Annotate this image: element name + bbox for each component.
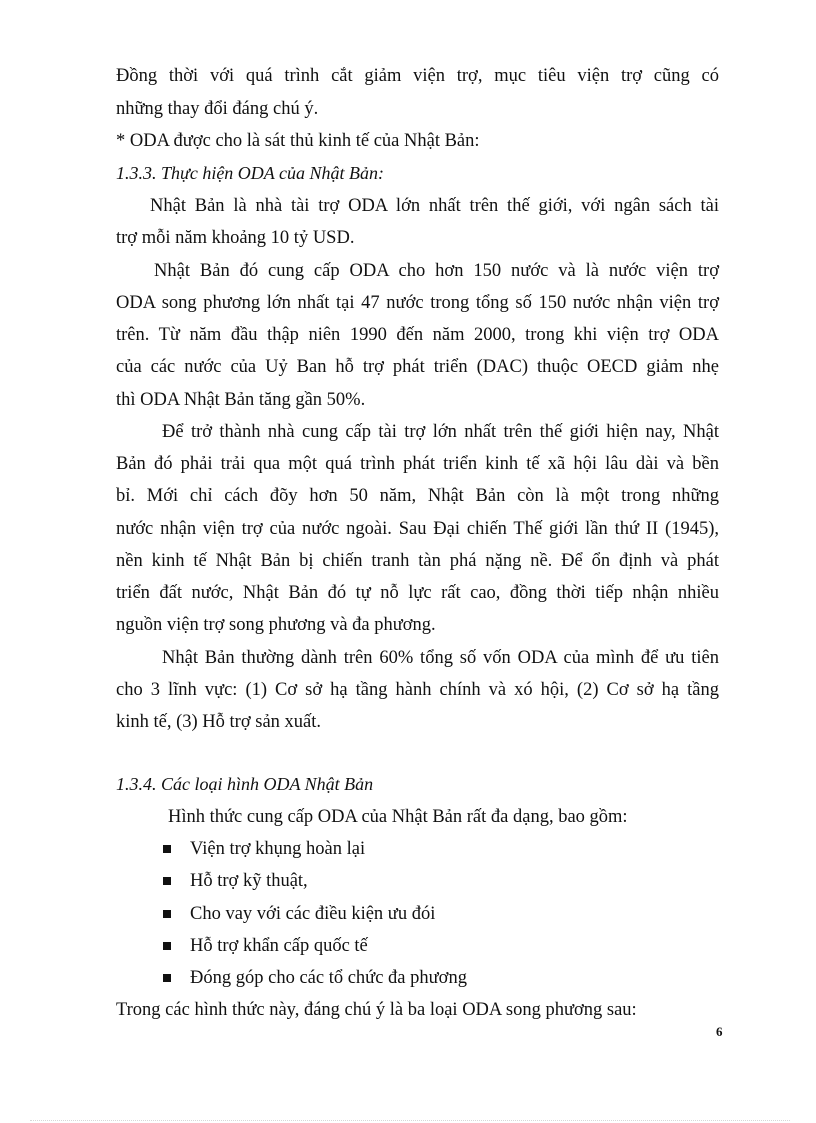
paragraph-line: của các nước của Uỷ Ban hỗ trợ phát triển (DAC) thuộc OECD giảm nhẹ [116,357,719,377]
list-item: Viện trợ khụng hoàn lại [190,839,366,859]
closing-line: Trong các hình thức này, đáng chú ý là ba loại ODA song phương sau: [116,1000,637,1020]
square-bullet-icon [163,974,171,982]
paragraph-line: * ODA được cho là sát thủ kinh tế của Nhật Bản: [116,131,480,151]
paragraph-line: nước nhận viện trợ của nước ngoài. Sau Đại chiến Thế giới lần thứ II (1945), [116,519,719,539]
paragraph-line: cho 3 lĩnh vực: (1) Cơ sở hạ tầng hành chính và xó hội, (2) Cơ sở hạ tầng [116,680,719,700]
paragraph-line: Bản đó phải trải qua một quá trình phát triển kinh tế xã hội lâu dài và bền [116,454,719,474]
square-bullet-icon [163,942,171,950]
paragraph-line: nền kinh tế Nhật Bản bị chiến tranh tàn phá nặng nề. Để ổn định và phát [116,551,719,571]
page-number: 6 [716,1024,723,1039]
footer-divider [30,1120,790,1121]
paragraph-line: trợ mỗi năm khoảng 10 tỷ USD. [116,228,355,248]
paragraph-line: Nhật Bản thường dành trên 60% tổng số vốn ODA của mình để ưu tiên [162,648,719,668]
paragraph-line: triển đất nước, Nhật Bản đó tự nỗ lực rất cao, đồng thời tiếp nhận nhiều [116,583,719,603]
section-heading: 1.3.4. Các loại hình ODA Nhật Bản [116,774,374,794]
paragraph-line: những thay đổi đáng chú ý. [116,99,319,119]
paragraph-line: nguồn viện trợ song phương và đa phương. [116,615,436,635]
square-bullet-icon [163,877,171,885]
list-item: Hỗ trợ khẩn cấp quốc tế [190,936,368,956]
paragraph-line: kinh tế, (3) Hỗ trợ sản xuất. [116,712,322,732]
paragraph-line: Đồng thời với quá trình cắt giảm viện trợ, mục tiêu viện trợ cũng có [116,66,719,86]
list-item: Hỗ trợ kỹ thuật, [190,871,308,891]
paragraph-line: trên. Từ năm đầu thập niên 1990 đến năm 2000, trong khi viện trợ ODA [116,325,719,345]
section-heading: 1.3.3. Thực hiện ODA của Nhật Bản: [116,163,384,183]
list-item: Cho vay với các điều kiện ưu đói [190,904,436,924]
square-bullet-icon [163,845,171,853]
paragraph-line: Để trở thành nhà cung cấp tài trợ lớn nhất trên thế giới hiện nay, Nhật [162,422,719,442]
square-bullet-icon [163,910,171,918]
paragraph-line: ODA song phương lớn nhất tại 47 nước trong tổng số 150 nước nhận viện trợ [116,293,719,313]
paragraph-line: Nhật Bản đó cung cấp ODA cho hơn 150 nước và là nước viện trợ [154,261,719,281]
paragraph-line: Hình thức cung cấp ODA của Nhật Bản rất đa dạng, bao gồm: [168,807,628,827]
paragraph-line: bỉ. Mới chỉ cách đõy hơn 50 năm, Nhật Bản còn là một trong những [116,486,719,506]
paragraph-line: thì ODA Nhật Bản tăng gần 50%. [116,390,366,410]
paragraph-line: Nhật Bản là nhà tài trợ ODA lớn nhất trên thế giới, với ngân sách tài [150,196,719,216]
list-item: Đóng góp cho các tổ chức đa phương [190,968,467,988]
